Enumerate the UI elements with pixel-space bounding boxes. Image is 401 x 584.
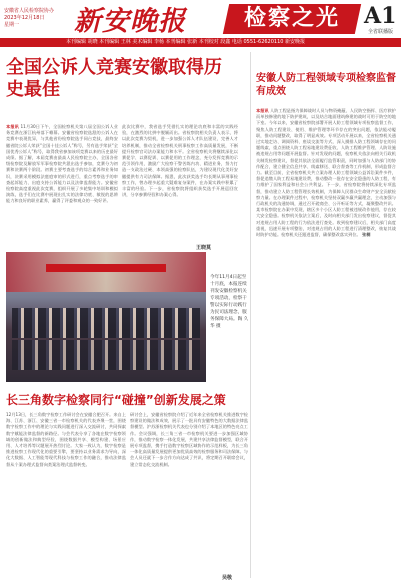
photo-crowd-row bbox=[12, 308, 200, 338]
bottom-story-author: 吴敬 bbox=[222, 575, 233, 581]
side-story-lead: 本报讯 bbox=[256, 108, 269, 113]
side-story-body: 人防工程是指为保障战时人员与物资掩蔽、人民防空指挥、医疗救护而单独修建的地下防护建筑，以及结合地面建筑修建的战时可用于防空的地下室。今年以来，安徽省检察院部署开展人防工程领域专项检察监督工作，聚焦人防工程建设、使用、维护管理等环节存在的突出问题，依法能动履职，推动问题整改，取得了明显成效。专项活动开展以来，全省检察机关通过实地走访、调阅资料、座谈交流等方式，深入摸排人防工程领域存在的问题线索，重点围绕人防工程易地建设费征收、人防工程维护管理、人防设施被违规占用等问题开展监督。针对发现的问题，检察机关依法向相关行政机关制发检察建议，督促其依法全面履行监管职责，同时加强与人防部门的协作配合，建立健全信息共享、线索移送、联合督查等工作机制，形成监督合力。截至目前，全省检察机关共立案办理人防工程领域公益诉讼案件多件，督促追缴人防工程易地建设费，推动整改一批存在安全隐患的人防工程，有力维护了国家利益和社会公共利益。下一步，省检察院将持续深化专项监督，推动建立人防工程管理长效机制，为保障人民群众生命财产安全贡献检察力量。在办理案件过程中，检察机关坚持双赢多赢共赢理念，主动加强与行政机关的沟通协调，通过召开磋商会、公开听证等方式，凝聚整改共识。某市检察院在办案中发现，辖区多个小区人防工程被违规改作他用，存在较大安全隐患。检察机关依法立案后，及时向相关部门发出检察建议，督促其对违规占用人防工程的行为依法进行查处。收到检察建议后，相关部门高度重视，迅速开展专项整治，对违规占用的人防工程进行清理整改，恢复其战时防护功能。检察机关还跟进监督，确保整改落实到位。 bbox=[256, 108, 396, 238]
bottom-story-column-1 bbox=[6, 412, 126, 580]
page-note: 全省联播版 bbox=[368, 29, 394, 35]
section-title: 检察之光 bbox=[243, 6, 340, 31]
side-story-author: 张桐 bbox=[362, 232, 371, 238]
masthead bbox=[0, 0, 401, 48]
photo-stage bbox=[6, 252, 206, 292]
weekday-text: 星期一 bbox=[4, 22, 20, 28]
main-story-body-1: 11月30日下午，全国检察机关第八届全国公诉人业务竞赛在浙江杭州落下帷幕。安徽省检察院选派的公诉人在竞赛中表现优异，与其他省份检察院选手同台竞技，最终安徽省院公诉人荣获“全国十佳公诉人”称号，另有选手荣获“全国优秀公诉人”称号，取得我省参加该项竞赛以来的历史最好成绩。据了解，本届竞赛由最高人民检察院主办，全国各省级检察院及解放军军事检察院共派出选手参加，竞赛分为初赛和决赛两个阶段。初赛主要考查选手的综合素养和业务知识，决赛采用模拟法庭庭审的形式进行，重点考察选手的审查起诉能力、出庭支持公诉能力以及法律监督能力。安徽省检察院高度重视此次竞赛，组织开展了多轮集中培训和模拟演练，选手们在比赛中展现出扎实的法律功底、敏锐的思辨能力和良好的职业素养，赢得了评委和观众的一致好评。 bbox=[6, 124, 118, 204]
section-banner bbox=[223, 4, 361, 34]
photo-caption: 今年11月4日起至十月底，本报连续刊发安徽检察机关专项活动，检察干警以实际行动践行为民司法理念，服务保障大局。陶 久华 摄 bbox=[210, 275, 249, 329]
side-headline: 安徽人防工程领域专项检察监督有成效 bbox=[256, 73, 396, 97]
main-story-column-2 bbox=[122, 124, 238, 242]
editor-bar-text: 本刊编辑 胡晓 本刊编辑 王林 美术编辑 李杨 本刊编辑 张新 本刊校对 段鑫 电话 0551-62620110 新安晚报 bbox=[66, 39, 306, 45]
bottom-headline: 长三角数字检察同行“碰撞”创新发展之策 bbox=[6, 393, 226, 407]
photo-crowd-row bbox=[12, 340, 200, 370]
photo-banner bbox=[46, 264, 166, 272]
date-text: 2023年12月18日 bbox=[4, 15, 45, 21]
main-story-column-1 bbox=[6, 124, 118, 242]
publisher-text: 安徽省人民检察院协办 bbox=[4, 8, 55, 14]
news-photo bbox=[6, 252, 206, 382]
bottom-story-body-2: 研讨会上，安徽省检察院介绍了近年来全省检察机关推进数字检察建设的做法和成效，展示了一批具有安徽特色的大数据法律监督模型。沪苏浙检察机关代表也分别介绍了本地区的特色亮点工作。会议强调，长三角三省一市检察机关要进一步加强区域协作，推动数字检察一体化发展，共建共享法律监督模型，联合开展专项监督，携手打造数字检察区域协作的示范样板，为长三角一体化高质量发展提供更加优质高效的检察服务和司法保障。与会人员还就下一步合作方向达成了共识，将定期召开联席会议，建立常态化交流机制。 bbox=[130, 412, 248, 467]
bottom-story-body-1: 12月13日，长三角数字检察工作研讨会在安徽合肥召开。来自上海、江苏、浙江、安徽三省一市检察机关的代表齐聚一堂，围绕数字检察工作中的理论与实践问题进行深入交流研讨，共同探索数字赋能法律监督的新路径。与会代表分享了各地在数字检察领域的创新做法和典型经验，围绕数据共享、模型构建、场景应用、人才培养等议题展开热烈讨论。大家一致认为，数字检察是推进检察工作现代化的重要引擎，要坚持以业务需求为导向，深化大数据、人工智能等现代科技与检察工作的融合，推动法律监督从个案办理式监督向类案治理式监督转变。 bbox=[6, 412, 126, 467]
main-headline: 全国公诉人竞赛安徽取得历史最佳 bbox=[6, 57, 222, 100]
side-story-column bbox=[256, 108, 396, 578]
main-story-body-2: 此次比赛中，我省选手凭借扎实的理论功底和丰富的实践经验，在激烈的比拼中脱颖而出。省检察院相关负责人表示，将以此次竞赛为契机，进一步加强公诉人才队伍建设，完善人才培养机制，推动全省检察机关刑事检察工作高质量发展，不断提升检察官司法办案能力和水平。全省检察机关将继续深化以赛促学、以赛促训、以赛促用的工作理念，充分发挥竞赛的示范引领作用，激励广大检察干警苦练内功、精进业务，努力打造一支政治过硬、本领高强的检察队伍，为建设现代化美好安徽提供有力司法保障。据悉，此次获奖选手均长期从事刑事检察工作，曾办理多起重大疑难复杂案件，在办案实践中积累了丰富的经验。下一步，省检察院将组织获奖选手开展巡回宣讲，分享参赛经验和办案心得。 bbox=[122, 124, 238, 198]
main-story-lead: 本报讯 bbox=[6, 124, 20, 129]
page-number: A1 bbox=[364, 3, 397, 29]
main-story-author: 王晓莫 bbox=[196, 245, 212, 251]
column-divider bbox=[250, 52, 251, 578]
masthead-info bbox=[4, 8, 66, 29]
newspaper-title: 新安晚报 bbox=[74, 6, 186, 37]
bottom-story-column-2 bbox=[130, 412, 248, 572]
editor-bar bbox=[0, 38, 401, 47]
